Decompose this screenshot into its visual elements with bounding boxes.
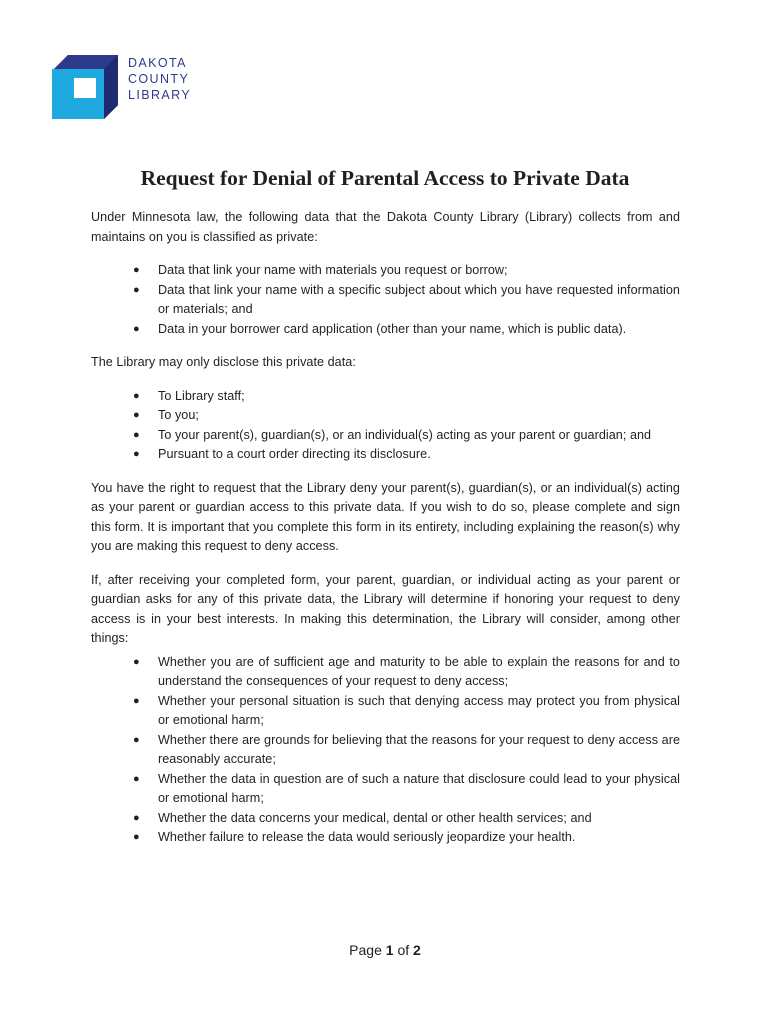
page-number — [0, 942, 770, 958]
list-item-text: To you; — [158, 408, 199, 422]
bullet-icon: ● — [133, 428, 140, 441]
list-item — [91, 320, 680, 340]
logo-line: LIBRARY — [128, 88, 192, 102]
logo-line: COUNTY — [128, 72, 190, 86]
list-item — [91, 426, 680, 446]
list-item-text: To your parent(s), guardian(s), or an individual(s) acting as your parent or guardian; and — [158, 427, 652, 442]
bullet-icon: ● — [133, 831, 140, 843]
list-item — [91, 828, 680, 848]
logo-line: DAKOTA — [128, 56, 187, 70]
list-item — [91, 387, 680, 407]
list-item — [91, 770, 680, 809]
list-item — [91, 731, 680, 770]
list-item — [91, 809, 680, 829]
current-page: 1 — [385, 942, 394, 958]
list-item-text: Data that link your name with materials you request or borrow; — [158, 263, 508, 277]
section1-intro: Under Minnesota law, the following data that the Dakota County Library (Library) collects from and maintains on you is classified as private: — [91, 210, 680, 244]
right-to-request-paragraph: You have the right to request that the Library deny your parent(s), guardian(s), or an individual(s) acting as your parent or guardian access to this private data. If you wish to do so, please complete and sign this form. It is important that you complete this form in its entirety, including explaining the reason(s) why you are making this request to deny access. — [91, 480, 680, 553]
list-item-text: Whether your personal situation is such that denying access may protect you from physical or emotional harm; — [158, 693, 680, 727]
bullet-icon: ● — [133, 409, 140, 421]
library-logo — [52, 55, 212, 125]
list-item-text: Data in your borrower card application (other than your name, which is public data). — [158, 321, 627, 336]
document-title: Request for Denial of Parental Access to Private Data — [140, 166, 630, 190]
bullet-icon: ● — [133, 283, 140, 296]
list-item — [91, 692, 680, 731]
list-item-text: To Library staff; — [158, 388, 245, 403]
list-item — [91, 281, 680, 320]
list-item — [91, 406, 680, 426]
section2-intro: The Library may only disclose this private data: — [91, 355, 356, 369]
disclosure-list — [91, 387, 680, 465]
list-item-text: Whether you are of sufficient age and maturity to be able to explain the reasons for and to understand the consequences of your request to deny access; — [158, 654, 680, 688]
library-logo-icon — [52, 55, 118, 121]
bullet-icon: ● — [133, 264, 140, 276]
bullet-icon: ● — [133, 733, 140, 746]
document-body — [91, 208, 680, 862]
bullet-icon: ● — [133, 389, 140, 402]
section3-intro: If, after receiving your completed form, your parent, guardian, or individual acting as your parent or guardian asks for any of this private data, the Library will determine if honoring your request to deny access is in your best interests. In making this determination, the Library will consider, among other things: — [91, 572, 680, 645]
considerations-list — [91, 653, 680, 848]
list-item — [91, 261, 680, 281]
total-pages: 2 — [413, 942, 421, 958]
bullet-icon: ● — [133, 811, 140, 824]
list-item-text: Whether the data concerns your medical, dental or other health services; and — [158, 810, 592, 825]
list-item — [91, 653, 680, 692]
bullet-icon: ● — [133, 322, 140, 335]
bullet-icon: ● — [133, 448, 140, 460]
list-item-text: Pursuant to a court order directing its disclosure. — [158, 447, 431, 461]
list-item-text: Whether the data in question are of such a nature that disclosure could lead to your physical or emotional harm; — [158, 771, 680, 805]
of-word: of — [397, 942, 410, 958]
list-item-text: Data that link your name with a specific subject about which you have requested information or materials; and — [158, 282, 680, 316]
library-logo-text — [128, 55, 191, 103]
list-item-text: Whether there are grounds for believing that the reasons for your request to deny access are reasonably accurate; — [158, 732, 680, 766]
bullet-icon: ● — [133, 655, 140, 668]
page-word: Page — [349, 942, 382, 958]
bullet-icon: ● — [133, 694, 140, 707]
bullet-icon: ● — [133, 772, 140, 785]
private-data-list — [91, 261, 680, 339]
list-item — [91, 445, 680, 465]
list-item-text: Whether failure to release the data would seriously jeopardize your health. — [158, 830, 576, 844]
